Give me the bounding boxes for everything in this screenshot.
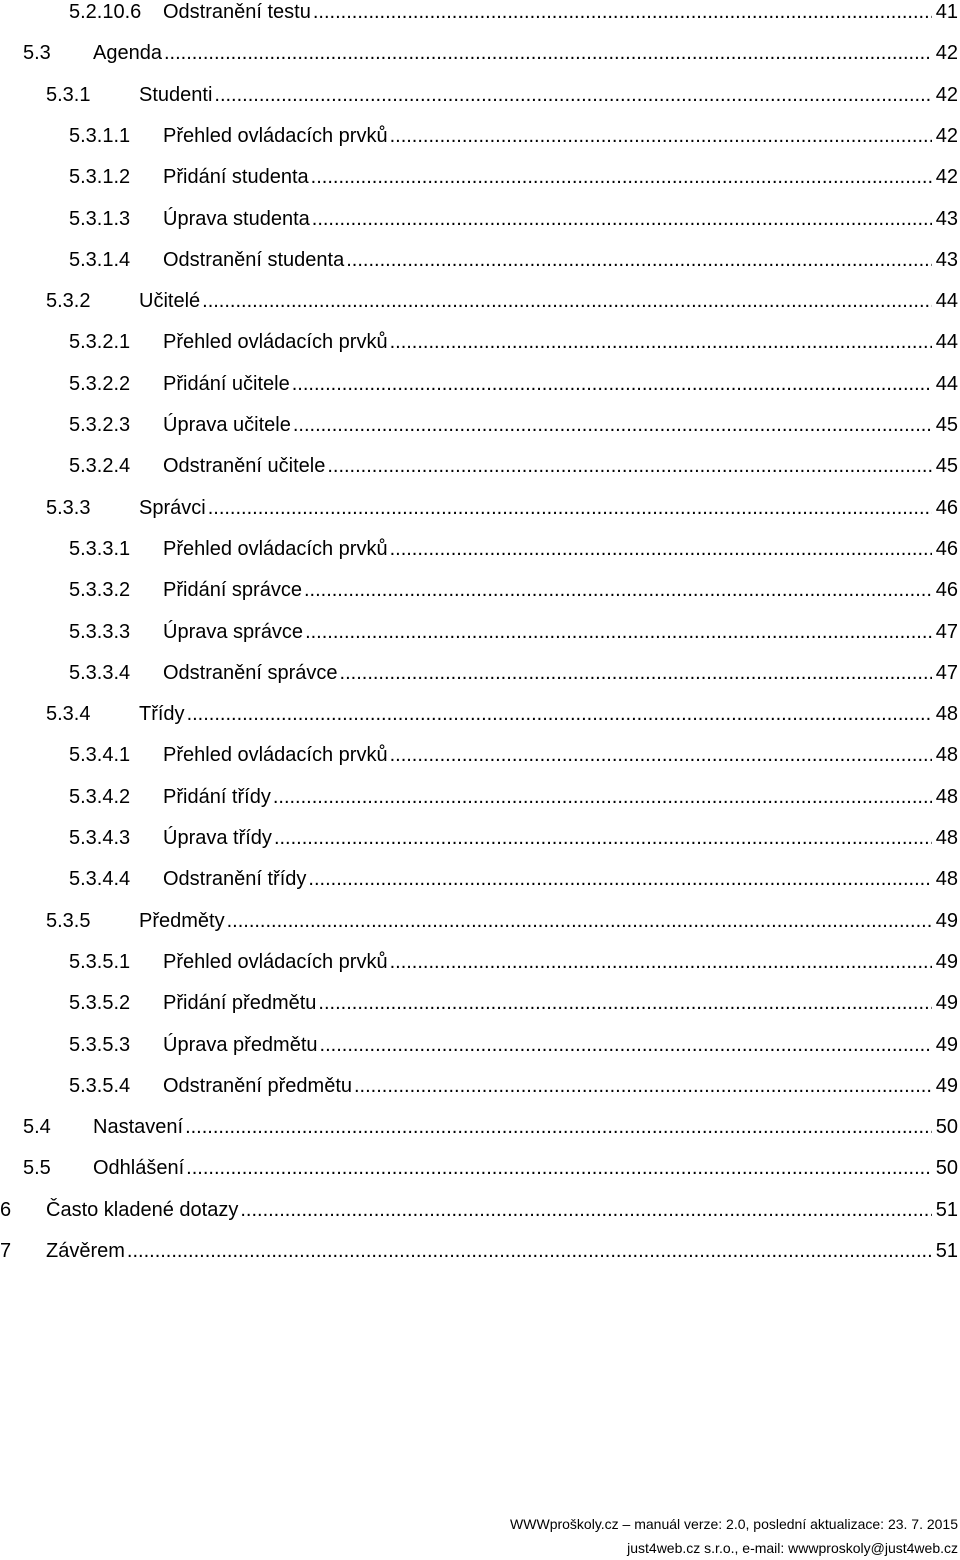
toc-dot-leader (390, 743, 932, 767)
toc-entry[interactable] (0, 1198, 960, 1228)
toc-dot-leader (214, 83, 931, 107)
toc-entry-page-number: 48 (935, 744, 958, 767)
toc-dot-leader (327, 454, 931, 478)
toc-entry-number: 5.3.2.1 (69, 331, 131, 354)
toc-entry[interactable] (0, 124, 960, 154)
toc-entry-page-number: 46 (935, 579, 958, 602)
toc-entry-number: 7 (0, 1240, 12, 1262)
toc-entry-number: 5.3.2.2 (69, 372, 131, 395)
toc-entry[interactable] (0, 950, 960, 980)
toc-entry-page-number: 51 (935, 1240, 958, 1262)
toc-entry-title: Odstranění studenta (163, 248, 345, 271)
toc-entry[interactable] (0, 867, 960, 897)
toc-entry-number: 5.3.1.4 (69, 248, 131, 271)
toc-entry-title: Přehled ovládacích prvků (163, 537, 388, 560)
toc-entry-number: 5.3.2.3 (69, 414, 131, 436)
toc-entry-number: 5.3.3.3 (69, 620, 131, 643)
toc-dot-leader (308, 867, 931, 891)
toc-entry-title: Úprava třídy (163, 827, 272, 849)
toc-entry[interactable] (0, 1156, 960, 1186)
toc-entry[interactable] (0, 41, 960, 71)
toc-entry[interactable] (0, 248, 960, 278)
toc-dot-leader (311, 165, 932, 189)
toc-entry-page-number: 49 (935, 950, 958, 973)
toc-entry-title: Úprava předmětu (163, 1033, 318, 1056)
toc-entry-number: 5.3.4 (46, 703, 91, 726)
toc-entry[interactable] (0, 496, 960, 526)
toc-entry-title: Přidání studenta (163, 166, 309, 189)
toc-entry-page-number: 45 (935, 414, 958, 436)
toc-entry-title: Přidání třídy (163, 785, 271, 808)
toc-entry[interactable] (0, 537, 960, 567)
toc-entry-number: 5.3.4.3 (69, 827, 131, 849)
toc-dot-leader (127, 1239, 932, 1263)
toc-entry-title: Odstranění učitele (163, 455, 326, 478)
toc-entry-page-number: 50 (935, 1157, 958, 1180)
toc-entry-page-number: 44 (935, 290, 958, 313)
toc-entry-title: Přidání správce (163, 579, 302, 602)
toc-entry-title: Agenda (93, 42, 162, 65)
toc-entry-title: Studenti (139, 83, 213, 106)
toc-dot-leader (354, 1074, 932, 1098)
toc-entry-page-number: 50 (935, 1116, 958, 1139)
toc-dot-leader (208, 496, 932, 520)
toc-entry[interactable] (0, 1033, 960, 1063)
toc-entry-title: Nastavení (93, 1116, 184, 1139)
toc-dot-leader (390, 950, 932, 974)
toc-dot-leader (304, 578, 932, 602)
toc-dot-leader (185, 1115, 932, 1139)
toc-entry-page-number: 44 (935, 372, 958, 395)
toc-dot-leader (240, 1198, 931, 1222)
toc-entry-page-number: 41 (935, 1, 958, 23)
toc-entry-number: 5.3.1 (46, 83, 91, 106)
toc-dot-leader (227, 909, 932, 933)
toc-entry[interactable] (0, 1239, 960, 1269)
toc-entry-page-number: 45 (935, 455, 958, 478)
toc-entry[interactable] (0, 372, 960, 402)
toc-entry-page-number: 49 (935, 909, 958, 932)
toc-entry-number: 5.3.3.2 (69, 579, 131, 602)
toc-entry[interactable] (0, 1074, 960, 1104)
toc-entry-page-number: 43 (935, 207, 958, 230)
toc-entry-title: Úprava studenta (163, 207, 310, 230)
toc-entry-number: 5.3.5 (46, 909, 91, 932)
toc-entry-title: Třídy (139, 703, 185, 726)
toc-entry-title: Odstranění správce (163, 661, 338, 684)
toc-entry-title: Odstranění třídy (163, 868, 307, 891)
toc-entry-number: 5.3.3.4 (69, 661, 131, 684)
toc-entry-number: 5.3.4.1 (69, 744, 131, 767)
toc-entry-page-number: 46 (935, 537, 958, 560)
toc-entry[interactable] (0, 165, 960, 195)
toc-entry-page-number: 48 (935, 785, 958, 808)
toc-entry-page-number: 43 (935, 248, 958, 271)
toc-entry-number: 5.3.5.2 (69, 992, 131, 1015)
toc-entry[interactable] (0, 289, 960, 319)
toc-dot-leader (305, 620, 932, 644)
toc-entry-title: Správci (139, 496, 206, 519)
toc-entry-title: Předměty (139, 909, 225, 932)
toc-entry-page-number: 46 (935, 496, 958, 519)
toc-dot-leader (313, 0, 932, 24)
toc-entry-page-number: 47 (935, 661, 958, 684)
toc-entry-title: Přehled ovládacích prvků (163, 331, 388, 354)
toc-dot-leader (346, 248, 932, 272)
toc-dot-leader (340, 661, 932, 685)
toc-entry-page-number: 42 (935, 42, 958, 65)
toc-entry-number: 5.3.5.1 (69, 950, 131, 973)
toc-entry-page-number: 42 (935, 124, 958, 147)
toc-entry-page-number: 51 (935, 1198, 958, 1221)
toc-dot-leader (292, 372, 932, 396)
toc-entry[interactable] (0, 743, 960, 773)
toc-entry-title: Odhlášení (93, 1157, 185, 1180)
toc-entry-number: 5.3.1.3 (69, 207, 131, 230)
toc-entry[interactable] (0, 207, 960, 237)
toc-entry-number: 5.4 (23, 1116, 51, 1139)
toc-entry-number: 5.3.5.3 (69, 1033, 131, 1056)
toc-entry-page-number: 49 (935, 1074, 958, 1097)
footer-contact-line: just4web.cz s.r.o., e-mail: wwwproskoly@just4web.cz (627, 1540, 958, 1556)
toc-entry-number: 5.3.3.1 (69, 537, 131, 560)
toc-entry-page-number: 49 (935, 1033, 958, 1056)
toc-entry-number: 5.3.4.2 (69, 785, 131, 808)
toc-entry[interactable] (0, 826, 960, 856)
toc-dot-leader (390, 330, 932, 354)
toc-entry-number: 5.3.1.1 (69, 124, 131, 147)
toc-dot-leader (312, 207, 932, 231)
toc-entry-page-number: 42 (935, 166, 958, 189)
toc-entry-number: 5.5 (23, 1157, 51, 1180)
toc-entry-page-number: 48 (935, 827, 958, 849)
toc-entry-page-number: 49 (935, 992, 958, 1015)
toc-entry-title: Úprava správce (163, 620, 304, 643)
toc-entry-number: 5.3.2 (46, 290, 91, 313)
toc-entry[interactable] (0, 1115, 960, 1145)
toc-dot-leader (274, 826, 932, 850)
toc-entry-title: Přehled ovládacích prvků (163, 950, 388, 973)
toc-dot-leader (186, 1156, 932, 1180)
toc-entry[interactable] (0, 413, 960, 443)
toc-dot-leader (318, 991, 931, 1015)
toc-entry-title: Přidání učitele (163, 372, 290, 395)
toc-entry[interactable] (0, 991, 960, 1021)
toc-entry-title: Přidání předmětu (163, 992, 317, 1015)
toc-entry-number: 6 (0, 1198, 12, 1221)
toc-entry-number: 5.3.5.4 (69, 1074, 131, 1097)
toc-entry[interactable] (0, 702, 960, 732)
toc-entry-title: Často kladené dotazy (46, 1198, 239, 1221)
toc-entry-title: Závěrem (46, 1240, 125, 1262)
toc-entry-number: 5.3.3 (46, 496, 91, 519)
toc-dot-leader (164, 41, 932, 65)
toc-entry-title: Odstranění testu (163, 1, 311, 23)
toc-entry-number: 5.3.2.4 (69, 455, 131, 478)
toc-dot-leader (187, 702, 932, 726)
toc-dot-leader (320, 1033, 932, 1057)
toc-entry-title: Odstranění předmětu (163, 1074, 352, 1097)
toc-dot-leader (293, 413, 932, 437)
toc-entry-number: 5.3.1.2 (69, 166, 131, 189)
toc-entry-title: Přehled ovládacích prvků (163, 124, 388, 147)
toc-dot-leader (390, 124, 932, 148)
toc-entry[interactable] (0, 620, 960, 650)
toc-entry[interactable] (0, 909, 960, 939)
page-footer (510, 1512, 958, 1560)
footer-version-line: WWWproškoly.cz – manuál verze: 2.0, poslední aktualizace: 23. 7. 2015 (510, 1516, 958, 1532)
toc-entry[interactable] (0, 578, 960, 608)
toc-entry-title: Úprava učitele (163, 414, 291, 436)
toc-entry-page-number: 48 (935, 868, 958, 891)
toc-entry[interactable] (0, 785, 960, 815)
toc-entry-page-number: 47 (935, 620, 958, 643)
toc-entry-page-number: 48 (935, 703, 958, 726)
toc-entry-page-number: 44 (935, 331, 958, 354)
toc-entry-title: Přehled ovládacích prvků (163, 744, 388, 767)
toc-entry-page-number: 42 (935, 83, 958, 106)
toc-dot-leader (390, 537, 932, 561)
toc-entry[interactable] (0, 83, 960, 113)
toc-entry[interactable] (0, 0, 960, 30)
toc-entry[interactable] (0, 330, 960, 360)
toc-dot-leader (202, 289, 932, 313)
toc-entry[interactable] (0, 454, 960, 484)
toc-entry-number: 5.3.4.4 (69, 868, 131, 891)
toc-entry[interactable] (0, 661, 960, 691)
toc-entry-number: 5.2.10.6 (69, 1, 142, 23)
toc-dot-leader (273, 785, 932, 809)
toc-entry-title: Učitelé (139, 290, 201, 313)
toc-entry-number: 5.3 (23, 42, 51, 65)
